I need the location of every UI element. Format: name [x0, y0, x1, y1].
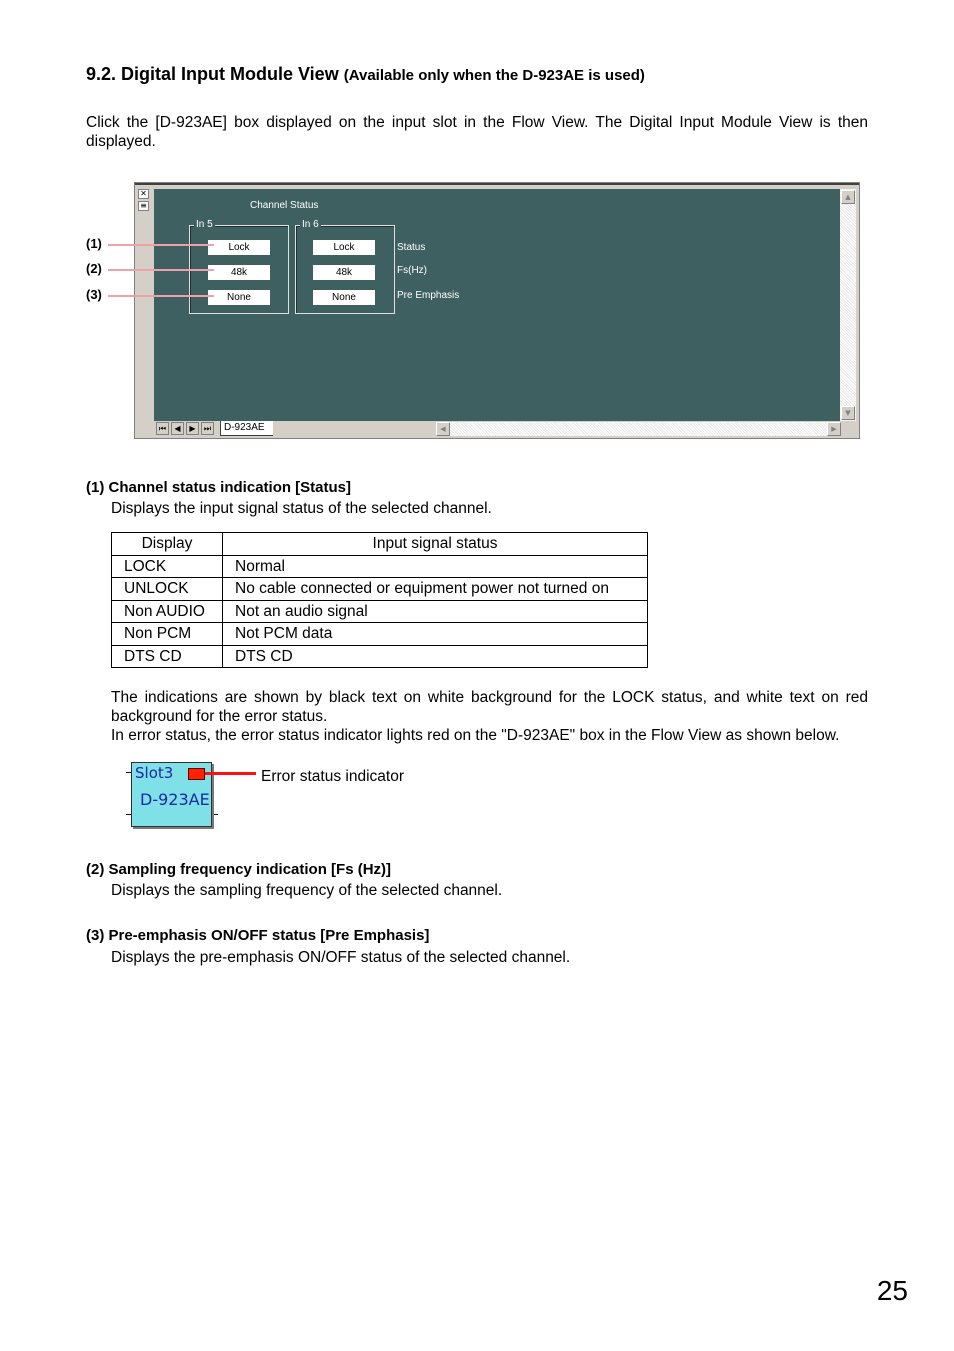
callout-line-1: [108, 244, 214, 246]
table-cell: Non PCM: [112, 623, 223, 646]
model-label: D-923AE: [140, 790, 210, 809]
error-status-indicator: [188, 768, 205, 780]
close-icon[interactable]: ✕: [138, 189, 149, 199]
horizontal-scrollbar[interactable]: [436, 422, 841, 436]
section3-desc: Displays the pre-emphasis ON/OFF status of the selected channel.: [111, 949, 571, 966]
module-view-window: [134, 182, 860, 439]
section1-desc: Displays the input signal status of the selected channel.: [111, 500, 492, 517]
scroll-right-icon[interactable]: ▶: [827, 422, 841, 436]
sheet-tab-d923ae[interactable]: D-923AE: [220, 421, 273, 436]
column-header: Display: [112, 533, 223, 556]
emphasis-field: None: [208, 290, 270, 305]
status-field: Lock: [313, 240, 375, 255]
vertical-scrollbar[interactable]: [840, 189, 856, 421]
row-label-emphasis: Pre Emphasis: [397, 290, 460, 301]
table-cell: Non AUDIO: [112, 600, 223, 623]
last-sheet-icon[interactable]: ⏭: [201, 422, 214, 435]
channel-group-in6: [295, 219, 395, 314]
sheet-tab-bar: [154, 421, 856, 437]
status-field: Lock: [208, 240, 270, 255]
next-sheet-icon[interactable]: ▶: [186, 422, 199, 435]
heading-main: 9.2. Digital Input Module View: [86, 64, 339, 84]
intro-paragraph: Click the [D-923AE] box displayed on the input slot in the Flow View. The Digital Input Module View is then displayed.: [86, 114, 868, 150]
callout-line-3: [108, 295, 214, 297]
section3-title: (3) Pre-emphasis ON/OFF status [Pre Emphasis]: [86, 927, 430, 944]
prev-sheet-icon[interactable]: ◀: [171, 422, 184, 435]
channel-status-title: Channel Status: [250, 200, 319, 211]
callout-1: (1): [86, 236, 102, 251]
section2-desc: Displays the sampling frequency of the selected channel.: [111, 882, 503, 899]
row-label-status: Status: [397, 242, 426, 253]
table-row: [112, 600, 648, 623]
indicator-label: Error status indicator: [261, 768, 404, 785]
table-header-row: [112, 533, 648, 556]
lock-status-paragraph: The indications are shown by black text on white background for the LOCK status, and white text on red background for the error status.: [111, 689, 868, 725]
first-sheet-icon[interactable]: ⏮: [156, 422, 169, 435]
scroll-left-icon[interactable]: ◀: [436, 422, 450, 436]
section1-title: (1) Channel status indication [Status]: [86, 479, 352, 496]
signal-status-table: [111, 532, 648, 668]
column-header: Input signal status: [223, 533, 648, 556]
slot-label: Slot3: [135, 764, 174, 782]
table-row: [112, 555, 648, 578]
row-label-fs: Fs(Hz): [397, 265, 427, 276]
window-left-strip: [136, 187, 150, 437]
table-row: [112, 645, 648, 668]
indicator-pointer-line: [205, 772, 256, 775]
flow-view-d923ae-box[interactable]: [131, 762, 212, 827]
section-heading: [86, 64, 645, 85]
table-cell: UNLOCK: [112, 578, 223, 601]
fs-field: 48k: [208, 265, 270, 280]
scroll-up-icon[interactable]: ▲: [841, 190, 855, 204]
error-status-paragraph: In error status, the error status indicator lights red on the "D-923AE" box in the Flow View as shown below.: [111, 727, 840, 744]
page-number: 25: [876, 1275, 908, 1306]
callout-2: (2): [86, 261, 102, 276]
table-cell: No cable connected or equipment power not turned on: [223, 578, 648, 601]
channel-label: In 6: [302, 219, 319, 230]
section2-title: (2) Sampling frequency indication [Fs (Hz)]: [86, 861, 392, 878]
table-cell: DTS CD: [112, 645, 223, 668]
table-cell: Normal: [223, 555, 648, 578]
table-cell: Not PCM data: [223, 623, 648, 646]
table-row: [112, 623, 648, 646]
table-row: [112, 578, 648, 601]
table-cell: Not an audio signal: [223, 600, 648, 623]
callout-line-2: [108, 269, 214, 271]
emphasis-field: None: [313, 290, 375, 305]
fs-field: 48k: [313, 265, 375, 280]
module-canvas: [154, 189, 840, 421]
channel-label: In 5: [196, 219, 213, 230]
menu-icon[interactable]: ≡: [138, 201, 149, 211]
heading-sub: (Available only when the D-923AE is used): [343, 67, 645, 84]
table-cell: LOCK: [112, 555, 223, 578]
table-cell: DTS CD: [223, 645, 648, 668]
callout-3: (3): [86, 287, 102, 302]
scroll-down-icon[interactable]: ▼: [841, 406, 855, 420]
